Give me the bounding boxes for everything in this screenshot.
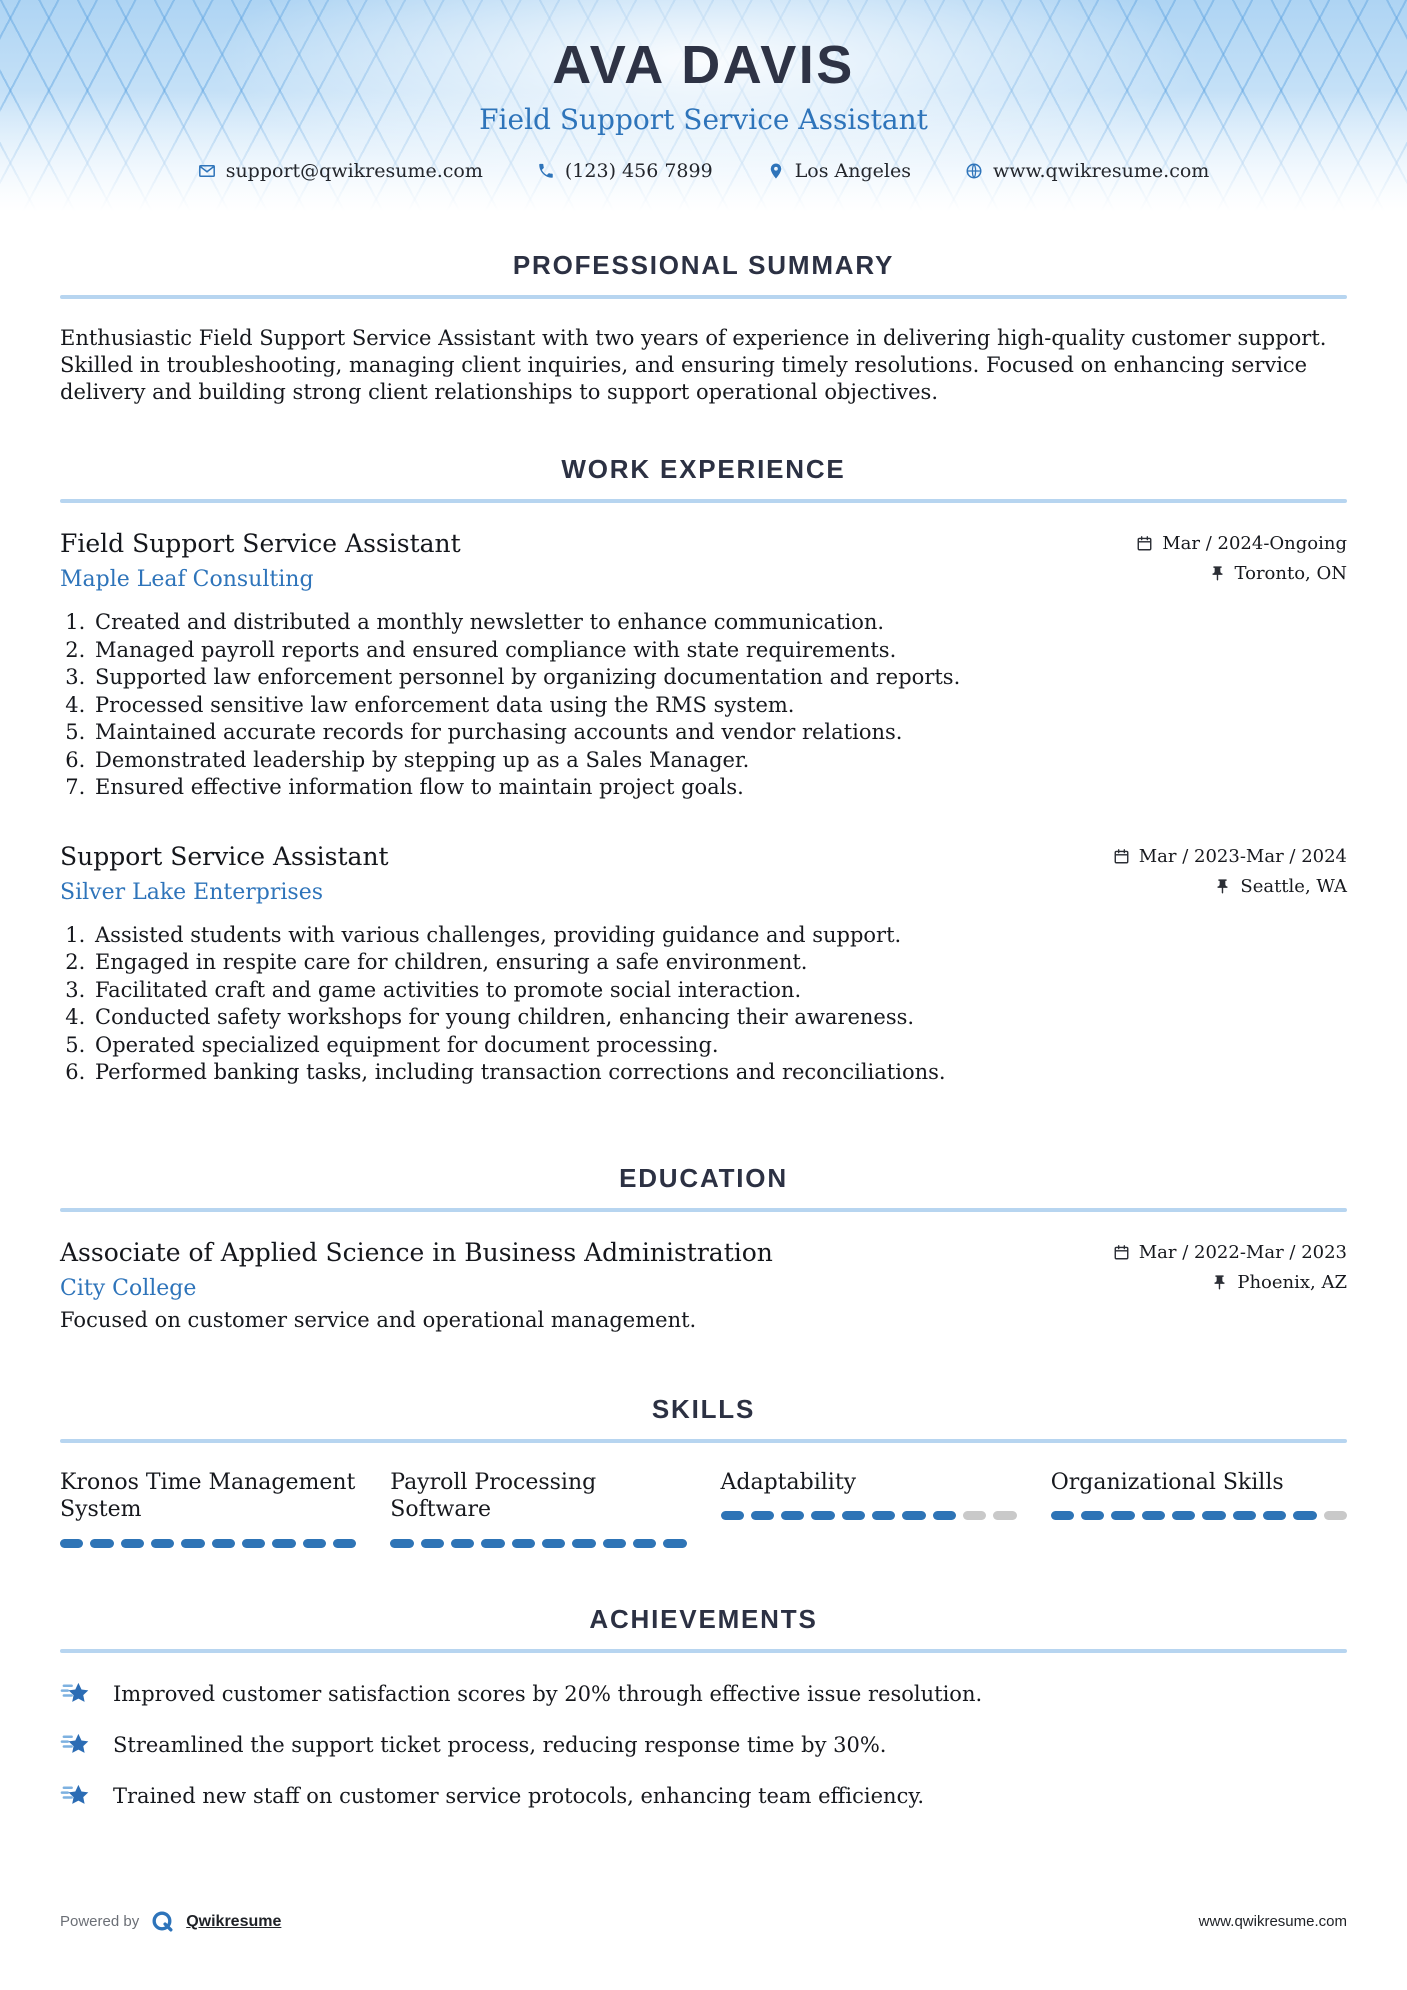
skill-bar-segment [1324, 1511, 1347, 1520]
skill-level-bar [1051, 1511, 1347, 1520]
job-company: Silver Lake Enterprises [60, 879, 324, 905]
skill-bar-segment [751, 1511, 774, 1520]
skill-bar-segment [542, 1539, 565, 1548]
job-bullet-list [60, 609, 1347, 802]
job-bullet-list [60, 922, 1347, 1087]
section-divider [60, 1208, 1347, 1212]
skill-item [721, 1469, 1017, 1521]
job-company: Maple Leaf Consulting [60, 567, 314, 593]
education-heading: EDUCATION [619, 1162, 788, 1193]
education-dates-row [1113, 1242, 1347, 1263]
skill-bar-segment [572, 1539, 595, 1548]
job-dates: Mar / 2024-Ongoing [1162, 533, 1347, 555]
job-header [60, 842, 1347, 906]
job-dates: Mar / 2023-Mar / 2024 [1138, 845, 1347, 867]
contact-phone[interactable] [537, 160, 713, 182]
achievement-item [60, 1679, 1347, 1710]
section-work-experience [60, 454, 1347, 1087]
achievement-text: Improved customer satisfaction scores by 20% through effective issue resolution. [113, 1682, 983, 1707]
skill-bar-segment [1263, 1511, 1286, 1520]
powered-by-label: Powered by [60, 1913, 140, 1930]
skill-bar-segment [993, 1511, 1016, 1520]
skill-bar-segment [933, 1511, 956, 1520]
job-bullet: 5. Operated specialized equipment for document processing. [92, 1032, 1347, 1060]
calendar-icon [1136, 535, 1153, 552]
skill-bar-segment [90, 1539, 113, 1548]
section-divider [60, 1649, 1347, 1653]
education-entry [60, 1238, 1347, 1332]
skill-bar-segment [481, 1539, 504, 1548]
skill-bar-segment [151, 1539, 174, 1548]
skills-grid [60, 1469, 1347, 1548]
education-title-block [60, 1238, 773, 1301]
education-dates: Mar / 2022-Mar / 2023 [1138, 1241, 1347, 1263]
calendar-icon [1113, 1244, 1130, 1261]
skill-label: Payroll Processing Software [390, 1469, 597, 1523]
achievement-text: Streamlined the support ticket process, reducing response time by 30%. [113, 1733, 887, 1758]
qwikresume-logo-icon [150, 1909, 175, 1934]
skill-bar-segment [390, 1539, 413, 1548]
skill-bar-segment [721, 1511, 744, 1520]
skill-bar-segment [272, 1539, 295, 1548]
education-degree: Associate of Applied Science in Business Administration [60, 1237, 773, 1267]
skill-bar-segment [963, 1511, 986, 1520]
contact-website-text: www.qwikresume.com [992, 160, 1210, 182]
job-dates-row [1136, 533, 1347, 554]
section-skills [60, 1394, 1347, 1548]
education-meta [1113, 1238, 1347, 1302]
page-footer [0, 1909, 1407, 1990]
skill-bar-segment [902, 1511, 925, 1520]
job-bullet: 5. Maintained accurate records for purchasing accounts and vendor relations. [92, 719, 1347, 747]
job-bullet: 4. Processed sensitive law enforcement data using the RMS system. [92, 692, 1347, 720]
job-bullet: 3. Facilitated craft and game activities to promote social interaction. [92, 977, 1347, 1005]
skill-item [390, 1469, 686, 1548]
footer-branding [60, 1909, 281, 1934]
job-entry-2 [60, 842, 1347, 1087]
job-title: Field Support Service Assistant [60, 529, 461, 559]
skill-bar-segment [781, 1511, 804, 1520]
achievement-text: Trained new staff on customer service protocols, enhancing team efficiency. [113, 1784, 925, 1809]
calendar-icon [1113, 848, 1130, 865]
skill-bar-segment [1172, 1511, 1195, 1520]
skill-bar-segment [1111, 1511, 1134, 1520]
job-location-row [1136, 563, 1347, 584]
job-meta [1136, 529, 1347, 593]
pin-icon [1211, 1274, 1228, 1291]
job-meta [1113, 842, 1347, 906]
skill-bar-segment [811, 1511, 834, 1520]
skill-bar-segment [303, 1539, 326, 1548]
summary-heading: PROFESSIONAL SUMMARY [512, 250, 895, 280]
job-bullet: 2. Managed payroll reports and ensured compliance with state requirements. [92, 637, 1347, 665]
skill-item [1051, 1469, 1347, 1521]
education-school: City College [60, 1275, 197, 1301]
section-divider [60, 1439, 1347, 1443]
contact-location [767, 160, 911, 182]
skill-bar-segment [842, 1511, 865, 1520]
qwikresume-link[interactable]: Qwikresume [186, 1912, 282, 1930]
phone-icon [537, 162, 555, 180]
achievements-heading: ACHIEVEMENTS [589, 1603, 818, 1634]
skill-bar-segment [333, 1539, 356, 1548]
email-icon [198, 162, 216, 180]
resume-body [0, 218, 1407, 1832]
candidate-name: AVA DAVIS [552, 35, 855, 95]
job-bullet: 6. Performed banking tasks, including transaction corrections and reconciliations. [92, 1059, 1347, 1087]
job-location: Seattle, WA [1240, 875, 1347, 897]
education-location-row [1113, 1272, 1347, 1293]
skill-bar-segment [633, 1539, 656, 1548]
skill-bar-segment [421, 1539, 444, 1548]
job-bullet: 6. Demonstrated leadership by stepping up as a Sales Manager. [92, 747, 1347, 775]
skill-bar-segment [451, 1539, 474, 1548]
section-education [60, 1163, 1347, 1332]
contact-row [0, 160, 1407, 182]
contact-website[interactable] [965, 160, 1209, 182]
contact-email[interactable] [198, 160, 483, 182]
skill-level-bar [390, 1539, 686, 1548]
job-bullet: 3. Supported law enforcement personnel by organizing documentation and reports. [92, 664, 1347, 692]
skill-bar-segment [212, 1539, 235, 1548]
skill-level-bar [60, 1539, 356, 1548]
candidate-job-title: Field Support Service Assistant [479, 103, 928, 136]
education-location: Phoenix, AZ [1237, 1271, 1347, 1293]
footer-website-link[interactable]: www.qwikresume.com [1198, 1913, 1347, 1930]
skill-bar-segment [603, 1539, 626, 1548]
job-dates-row [1113, 846, 1347, 867]
section-divider [60, 295, 1347, 299]
skill-bar-segment [60, 1539, 83, 1548]
job-location: Toronto, ON [1234, 563, 1347, 585]
achievement-item [60, 1781, 1347, 1812]
skill-label: Organizational Skills [1050, 1469, 1284, 1495]
skill-bar-segment [181, 1539, 204, 1548]
job-bullet: 1. Assisted students with various challenges, providing guidance and support. [92, 922, 1347, 950]
skill-bar-segment [1051, 1511, 1074, 1520]
skill-item [60, 1469, 356, 1548]
skill-bar-segment [242, 1539, 265, 1548]
globe-icon [965, 162, 983, 180]
work-heading: WORK EXPERIENCE [561, 454, 846, 485]
job-entry-1 [60, 529, 1347, 802]
skill-bar-segment [1293, 1511, 1316, 1520]
skill-label: Adaptability [720, 1469, 857, 1495]
location-icon [767, 162, 785, 180]
skills-heading: SKILLS [651, 1393, 756, 1424]
resume-header [0, 0, 1407, 218]
job-title-block [60, 842, 389, 905]
skill-bar-segment [1081, 1511, 1104, 1520]
achievement-star-icon [60, 1781, 91, 1812]
skill-bar-segment [121, 1539, 144, 1548]
education-header [60, 1238, 1347, 1302]
skill-bar-segment [1202, 1511, 1225, 1520]
pin-icon [1209, 565, 1226, 582]
achievement-star-icon [60, 1679, 91, 1710]
job-location-row [1113, 876, 1347, 897]
skill-label: Kronos Time Management System [60, 1469, 356, 1523]
achievement-item [60, 1730, 1347, 1761]
contact-email-text: support@qwikresume.com [225, 160, 483, 182]
achievement-star-icon [60, 1730, 91, 1761]
skill-bar-segment [663, 1539, 686, 1548]
skill-bar-segment [1142, 1511, 1165, 1520]
section-achievements [60, 1604, 1347, 1812]
job-bullet: 7. Ensured effective information flow to maintain project goals. [92, 774, 1347, 802]
job-title: Support Service Assistant [60, 841, 389, 871]
education-note: Focused on customer service and operational management. [60, 1307, 697, 1332]
section-divider [60, 499, 1347, 503]
skill-bar-segment [872, 1511, 895, 1520]
section-summary [60, 250, 1347, 406]
job-bullet: 4. Conducted safety workshops for young children, enhancing their awareness. [92, 1004, 1347, 1032]
skill-level-bar [721, 1511, 1017, 1520]
skill-bar-segment [512, 1539, 535, 1548]
job-header [60, 529, 1347, 593]
summary-text: Enthusiastic Field Support Service Assistant with two years of experience in delivering high-quality customer support. Skilled in troubleshooting, managing client inquiries, and ensuring timely resolutions. Focused on enhancing service delivery and building strong client relationships to support operational objectives. [60, 326, 1327, 405]
job-title-block [60, 529, 461, 592]
pin-icon [1214, 878, 1231, 895]
job-bullet: 1. Created and distributed a monthly newsletter to enhance communication. [92, 609, 1347, 637]
job-bullet: 2. Engaged in respite care for children, ensuring a safe environment. [92, 949, 1347, 977]
contact-location-text: Los Angeles [794, 160, 911, 182]
skill-bar-segment [1233, 1511, 1256, 1520]
contact-phone-text: (123) 456 7899 [564, 160, 713, 182]
